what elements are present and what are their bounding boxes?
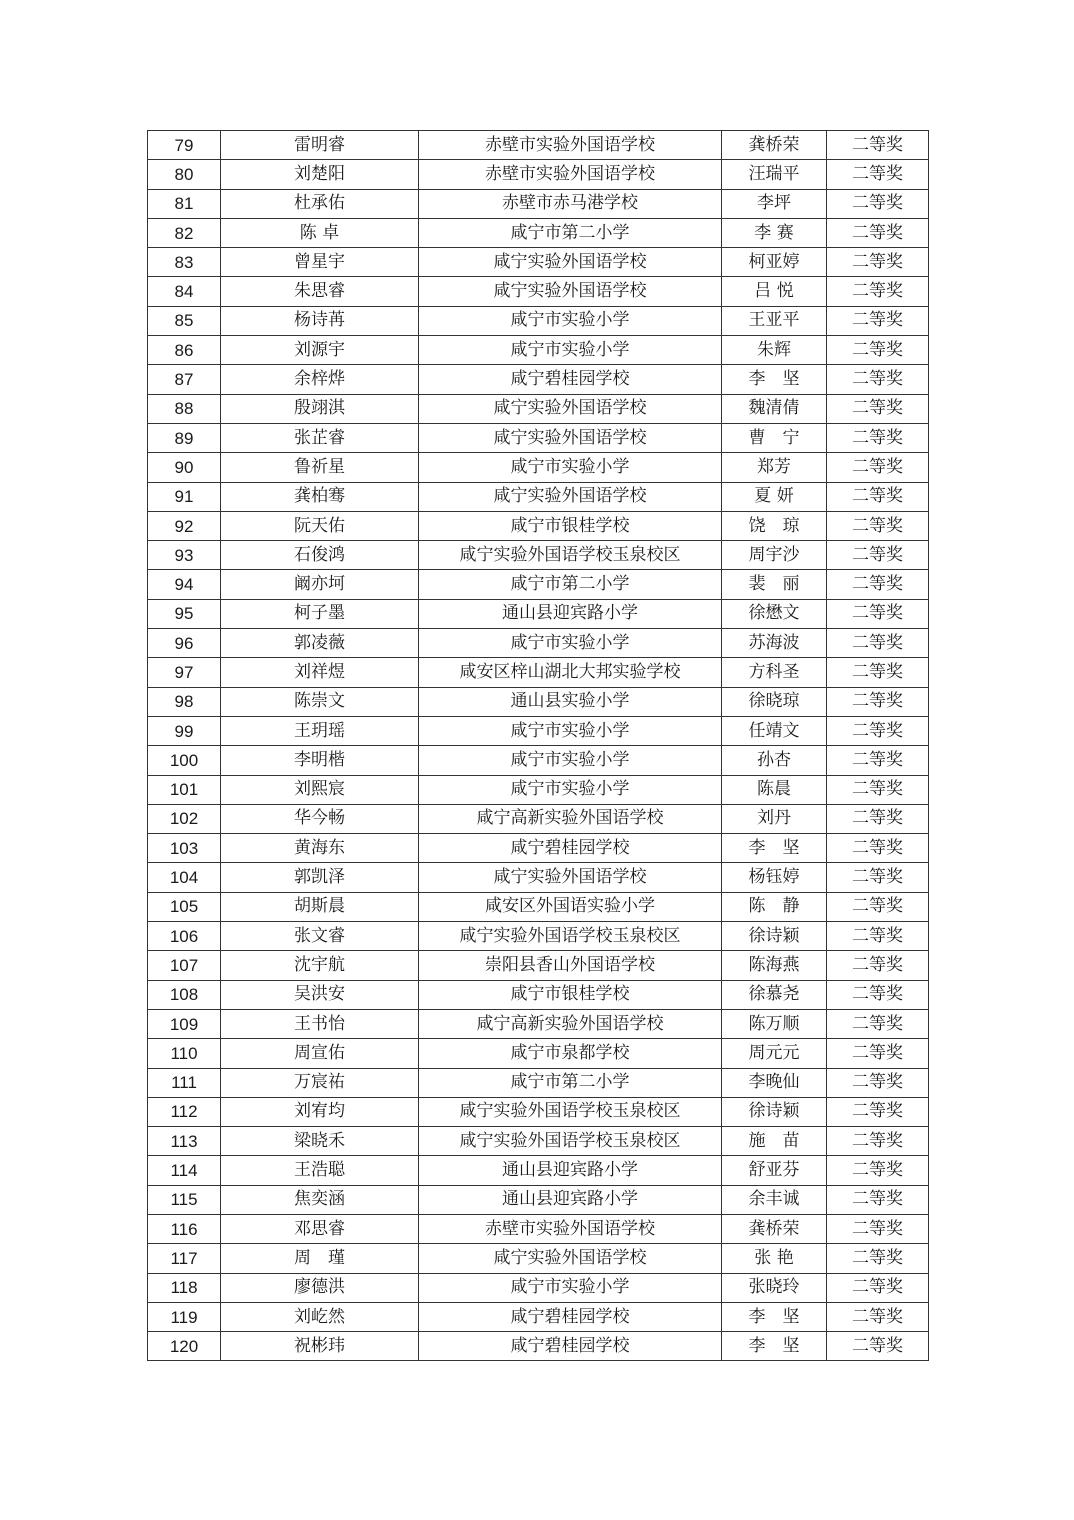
row-number-cell: 87 xyxy=(148,365,221,394)
school-cell: 咸安区外国语实验小学 xyxy=(419,892,722,921)
student-name-cell: 廖德洪 xyxy=(221,1273,419,1302)
school-cell: 咸宁高新实验外国语学校 xyxy=(419,1009,722,1038)
award-cell: 二等奖 xyxy=(827,599,929,628)
table-row xyxy=(148,1156,929,1185)
school-cell: 咸宁市实验小学 xyxy=(419,629,722,658)
award-cell: 二等奖 xyxy=(827,1273,929,1302)
table-row xyxy=(148,277,929,306)
student-name-cell: 石俊鸿 xyxy=(221,541,419,570)
award-cell: 二等奖 xyxy=(827,1185,929,1214)
row-number-cell: 119 xyxy=(148,1302,221,1331)
teacher-cell: 苏海波 xyxy=(722,629,827,658)
teacher-cell: 余丰诚 xyxy=(722,1185,827,1214)
student-name-cell: 吴洪安 xyxy=(221,980,419,1009)
table-row xyxy=(148,716,929,745)
student-name-cell: 曾星宇 xyxy=(221,248,419,277)
table-row xyxy=(148,1244,929,1273)
student-name-cell: 祝彬玮 xyxy=(221,1332,419,1361)
row-number-cell: 98 xyxy=(148,687,221,716)
student-name-cell: 张芷睿 xyxy=(221,423,419,452)
award-cell: 二等奖 xyxy=(827,1244,929,1273)
award-cell: 二等奖 xyxy=(827,1039,929,1068)
award-cell: 二等奖 xyxy=(827,658,929,687)
row-number-cell: 111 xyxy=(148,1068,221,1097)
table-row xyxy=(148,1214,929,1243)
school-cell: 咸宁实验外国语学校玉泉校区 xyxy=(419,1097,722,1126)
row-number-cell: 79 xyxy=(148,131,221,160)
table-row xyxy=(148,629,929,658)
school-cell: 崇阳县香山外国语学校 xyxy=(419,951,722,980)
table-row xyxy=(148,892,929,921)
table-row xyxy=(148,1273,929,1302)
student-name-cell: 黄海东 xyxy=(221,834,419,863)
row-number-cell: 81 xyxy=(148,189,221,218)
school-cell: 咸宁碧桂园学校 xyxy=(419,834,722,863)
award-cell: 二等奖 xyxy=(827,218,929,247)
student-name-cell: 杜承佑 xyxy=(221,189,419,218)
table-row xyxy=(148,863,929,892)
award-cell: 二等奖 xyxy=(827,453,929,482)
student-name-cell: 鲁祈星 xyxy=(221,453,419,482)
teacher-cell: 徐诗颖 xyxy=(722,922,827,951)
teacher-cell: 张晓玲 xyxy=(722,1273,827,1302)
school-cell: 咸宁市实验小学 xyxy=(419,453,722,482)
table-row xyxy=(148,336,929,365)
award-cell: 二等奖 xyxy=(827,1332,929,1361)
student-name-cell: 刘楚阳 xyxy=(221,160,419,189)
table-row xyxy=(148,775,929,804)
school-cell: 咸宁实验外国语学校玉泉校区 xyxy=(419,922,722,951)
student-name-cell: 陈崇文 xyxy=(221,687,419,716)
school-cell: 咸宁市实验小学 xyxy=(419,306,722,335)
table-row xyxy=(148,218,929,247)
teacher-cell: 李 坚 xyxy=(722,1332,827,1361)
student-name-cell: 柯子墨 xyxy=(221,599,419,628)
table-row xyxy=(148,1068,929,1097)
row-number-cell: 115 xyxy=(148,1185,221,1214)
student-name-cell: 梁晓禾 xyxy=(221,1127,419,1156)
teacher-cell: 汪瑞平 xyxy=(722,160,827,189)
award-list-table xyxy=(147,130,929,1361)
table-row xyxy=(148,160,929,189)
award-cell: 二等奖 xyxy=(827,482,929,511)
table-row xyxy=(148,804,929,833)
school-cell: 咸宁市实验小学 xyxy=(419,746,722,775)
award-cell: 二等奖 xyxy=(827,1009,929,1038)
school-cell: 咸宁高新实验外国语学校 xyxy=(419,804,722,833)
teacher-cell: 龚桥荣 xyxy=(722,1214,827,1243)
row-number-cell: 91 xyxy=(148,482,221,511)
row-number-cell: 120 xyxy=(148,1332,221,1361)
table-row xyxy=(148,570,929,599)
row-number-cell: 90 xyxy=(148,453,221,482)
row-number-cell: 93 xyxy=(148,541,221,570)
table-row xyxy=(148,541,929,570)
row-number-cell: 96 xyxy=(148,629,221,658)
table-row xyxy=(148,1185,929,1214)
row-number-cell: 113 xyxy=(148,1127,221,1156)
row-number-cell: 83 xyxy=(148,248,221,277)
row-number-cell: 104 xyxy=(148,863,221,892)
award-cell: 二等奖 xyxy=(827,951,929,980)
award-cell: 二等奖 xyxy=(827,189,929,218)
teacher-cell: 龚桥荣 xyxy=(722,131,827,160)
table-row xyxy=(148,834,929,863)
school-cell: 通山县实验小学 xyxy=(419,687,722,716)
school-cell: 咸宁碧桂园学校 xyxy=(419,1332,722,1361)
teacher-cell: 杨钰婷 xyxy=(722,863,827,892)
school-cell: 咸宁实验外国语学校 xyxy=(419,423,722,452)
award-cell: 二等奖 xyxy=(827,716,929,745)
student-name-cell: 万宸祐 xyxy=(221,1068,419,1097)
school-cell: 咸宁实验外国语学校玉泉校区 xyxy=(419,541,722,570)
table-row xyxy=(148,687,929,716)
teacher-cell: 曹 宁 xyxy=(722,423,827,452)
row-number-cell: 92 xyxy=(148,511,221,540)
teacher-cell: 周宇沙 xyxy=(722,541,827,570)
row-number-cell: 114 xyxy=(148,1156,221,1185)
table-row xyxy=(148,423,929,452)
row-number-cell: 108 xyxy=(148,980,221,1009)
student-name-cell: 阚亦坷 xyxy=(221,570,419,599)
award-cell: 二等奖 xyxy=(827,336,929,365)
teacher-cell: 孙杏 xyxy=(722,746,827,775)
school-cell: 赤壁市实验外国语学校 xyxy=(419,131,722,160)
table-row xyxy=(148,482,929,511)
table-row xyxy=(148,599,929,628)
school-cell: 咸宁市实验小学 xyxy=(419,775,722,804)
award-cell: 二等奖 xyxy=(827,365,929,394)
row-number-cell: 94 xyxy=(148,570,221,599)
student-name-cell: 刘宥均 xyxy=(221,1097,419,1126)
award-cell: 二等奖 xyxy=(827,834,929,863)
teacher-cell: 周元元 xyxy=(722,1039,827,1068)
table-row xyxy=(148,922,929,951)
student-name-cell: 朱思睿 xyxy=(221,277,419,306)
teacher-cell: 陈 静 xyxy=(722,892,827,921)
student-name-cell: 胡斯晨 xyxy=(221,892,419,921)
school-cell: 赤壁市实验外国语学校 xyxy=(419,160,722,189)
award-cell: 二等奖 xyxy=(827,804,929,833)
student-name-cell: 刘源宇 xyxy=(221,336,419,365)
teacher-cell: 刘丹 xyxy=(722,804,827,833)
school-cell: 咸宁市第二小学 xyxy=(419,218,722,247)
student-name-cell: 杨诗苒 xyxy=(221,306,419,335)
student-name-cell: 龚柏骞 xyxy=(221,482,419,511)
table-row xyxy=(148,1039,929,1068)
row-number-cell: 117 xyxy=(148,1244,221,1273)
table-row xyxy=(148,746,929,775)
student-name-cell: 余梓烨 xyxy=(221,365,419,394)
school-cell: 通山县迎宾路小学 xyxy=(419,1156,722,1185)
award-cell: 二等奖 xyxy=(827,863,929,892)
school-cell: 咸宁实验外国语学校 xyxy=(419,394,722,423)
school-cell: 通山县迎宾路小学 xyxy=(419,599,722,628)
table-row xyxy=(148,131,929,160)
school-cell: 赤壁市赤马港学校 xyxy=(419,189,722,218)
award-list-body xyxy=(148,131,929,1361)
school-cell: 咸安区梓山湖北大邦实验学校 xyxy=(419,658,722,687)
school-cell: 咸宁市泉都学校 xyxy=(419,1039,722,1068)
student-name-cell: 周 瑾 xyxy=(221,1244,419,1273)
row-number-cell: 97 xyxy=(148,658,221,687)
row-number-cell: 99 xyxy=(148,716,221,745)
table-row xyxy=(148,365,929,394)
teacher-cell: 吕 悦 xyxy=(722,277,827,306)
student-name-cell: 刘屹然 xyxy=(221,1302,419,1331)
row-number-cell: 109 xyxy=(148,1009,221,1038)
row-number-cell: 85 xyxy=(148,306,221,335)
row-number-cell: 95 xyxy=(148,599,221,628)
row-number-cell: 106 xyxy=(148,922,221,951)
row-number-cell: 82 xyxy=(148,218,221,247)
row-number-cell: 116 xyxy=(148,1214,221,1243)
table-row xyxy=(148,980,929,1009)
student-name-cell: 王玥瑶 xyxy=(221,716,419,745)
award-cell: 二等奖 xyxy=(827,541,929,570)
row-number-cell: 105 xyxy=(148,892,221,921)
teacher-cell: 施 苗 xyxy=(722,1127,827,1156)
teacher-cell: 朱辉 xyxy=(722,336,827,365)
school-cell: 咸宁市实验小学 xyxy=(419,1273,722,1302)
row-number-cell: 89 xyxy=(148,423,221,452)
school-cell: 咸宁市第二小学 xyxy=(419,570,722,599)
award-cell: 二等奖 xyxy=(827,892,929,921)
table-row xyxy=(148,306,929,335)
teacher-cell: 李 坚 xyxy=(722,1302,827,1331)
school-cell: 通山县迎宾路小学 xyxy=(419,1185,722,1214)
school-cell: 咸宁实验外国语学校 xyxy=(419,248,722,277)
table-row xyxy=(148,1009,929,1038)
award-cell: 二等奖 xyxy=(827,922,929,951)
award-cell: 二等奖 xyxy=(827,746,929,775)
table-row xyxy=(148,248,929,277)
table-row xyxy=(148,1097,929,1126)
teacher-cell: 徐诗颖 xyxy=(722,1097,827,1126)
award-cell: 二等奖 xyxy=(827,248,929,277)
teacher-cell: 陈海燕 xyxy=(722,951,827,980)
teacher-cell: 方科圣 xyxy=(722,658,827,687)
table-row xyxy=(148,394,929,423)
award-cell: 二等奖 xyxy=(827,160,929,189)
award-cell: 二等奖 xyxy=(827,1156,929,1185)
student-name-cell: 焦奕涵 xyxy=(221,1185,419,1214)
row-number-cell: 110 xyxy=(148,1039,221,1068)
award-cell: 二等奖 xyxy=(827,277,929,306)
student-name-cell: 阮天佑 xyxy=(221,511,419,540)
teacher-cell: 裴 丽 xyxy=(722,570,827,599)
teacher-cell: 陈晨 xyxy=(722,775,827,804)
teacher-cell: 王亚平 xyxy=(722,306,827,335)
school-cell: 咸宁市银桂学校 xyxy=(419,980,722,1009)
award-cell: 二等奖 xyxy=(827,394,929,423)
row-number-cell: 84 xyxy=(148,277,221,306)
table-row xyxy=(148,1127,929,1156)
teacher-cell: 李 赛 xyxy=(722,218,827,247)
row-number-cell: 112 xyxy=(148,1097,221,1126)
award-cell: 二等奖 xyxy=(827,629,929,658)
student-name-cell: 张文睿 xyxy=(221,922,419,951)
table-row xyxy=(148,658,929,687)
student-name-cell: 李明楷 xyxy=(221,746,419,775)
teacher-cell: 徐晓琼 xyxy=(722,687,827,716)
award-cell: 二等奖 xyxy=(827,1127,929,1156)
student-name-cell: 刘熙宸 xyxy=(221,775,419,804)
award-cell: 二等奖 xyxy=(827,687,929,716)
school-cell: 咸宁市实验小学 xyxy=(419,716,722,745)
row-number-cell: 80 xyxy=(148,160,221,189)
row-number-cell: 101 xyxy=(148,775,221,804)
student-name-cell: 王浩聪 xyxy=(221,1156,419,1185)
teacher-cell: 魏清倩 xyxy=(722,394,827,423)
student-name-cell: 刘祥煜 xyxy=(221,658,419,687)
award-cell: 二等奖 xyxy=(827,306,929,335)
student-name-cell: 郭凯泽 xyxy=(221,863,419,892)
row-number-cell: 118 xyxy=(148,1273,221,1302)
row-number-cell: 88 xyxy=(148,394,221,423)
row-number-cell: 102 xyxy=(148,804,221,833)
table-row xyxy=(148,511,929,540)
school-cell: 咸宁市第二小学 xyxy=(419,1068,722,1097)
student-name-cell: 周宣佑 xyxy=(221,1039,419,1068)
teacher-cell: 舒亚芬 xyxy=(722,1156,827,1185)
school-cell: 咸宁实验外国语学校 xyxy=(419,863,722,892)
table-row xyxy=(148,1302,929,1331)
row-number-cell: 100 xyxy=(148,746,221,775)
award-cell: 二等奖 xyxy=(827,980,929,1009)
award-cell: 二等奖 xyxy=(827,775,929,804)
teacher-cell: 郑芳 xyxy=(722,453,827,482)
school-cell: 咸宁实验外国语学校 xyxy=(419,1244,722,1273)
award-cell: 二等奖 xyxy=(827,1068,929,1097)
student-name-cell: 王书怡 xyxy=(221,1009,419,1038)
teacher-cell: 夏 妍 xyxy=(722,482,827,511)
award-cell: 二等奖 xyxy=(827,1302,929,1331)
award-cell: 二等奖 xyxy=(827,131,929,160)
student-name-cell: 陈 卓 xyxy=(221,218,419,247)
row-number-cell: 107 xyxy=(148,951,221,980)
table-row xyxy=(148,189,929,218)
row-number-cell: 103 xyxy=(148,834,221,863)
teacher-cell: 徐懋文 xyxy=(722,599,827,628)
teacher-cell: 李晚仙 xyxy=(722,1068,827,1097)
teacher-cell: 任靖文 xyxy=(722,716,827,745)
teacher-cell: 李 坚 xyxy=(722,834,827,863)
school-cell: 咸宁市银桂学校 xyxy=(419,511,722,540)
row-number-cell: 86 xyxy=(148,336,221,365)
award-cell: 二等奖 xyxy=(827,423,929,452)
teacher-cell: 柯亚婷 xyxy=(722,248,827,277)
student-name-cell: 殷翊淇 xyxy=(221,394,419,423)
award-cell: 二等奖 xyxy=(827,511,929,540)
school-cell: 咸宁实验外国语学校 xyxy=(419,482,722,511)
student-name-cell: 郭凌薇 xyxy=(221,629,419,658)
table-row xyxy=(148,1332,929,1361)
school-cell: 咸宁市实验小学 xyxy=(419,336,722,365)
table-row xyxy=(148,951,929,980)
school-cell: 咸宁碧桂园学校 xyxy=(419,365,722,394)
student-name-cell: 华今畅 xyxy=(221,804,419,833)
table-row xyxy=(148,453,929,482)
teacher-cell: 饶 琼 xyxy=(722,511,827,540)
school-cell: 咸宁碧桂园学校 xyxy=(419,1302,722,1331)
teacher-cell: 李 坚 xyxy=(722,365,827,394)
school-cell: 赤壁市实验外国语学校 xyxy=(419,1214,722,1243)
teacher-cell: 陈万顺 xyxy=(722,1009,827,1038)
award-cell: 二等奖 xyxy=(827,570,929,599)
student-name-cell: 雷明睿 xyxy=(221,131,419,160)
teacher-cell: 张 艳 xyxy=(722,1244,827,1273)
teacher-cell: 徐慕尧 xyxy=(722,980,827,1009)
award-cell: 二等奖 xyxy=(827,1097,929,1126)
teacher-cell: 李坪 xyxy=(722,189,827,218)
student-name-cell: 邓思睿 xyxy=(221,1214,419,1243)
school-cell: 咸宁实验外国语学校 xyxy=(419,277,722,306)
award-cell: 二等奖 xyxy=(827,1214,929,1243)
student-name-cell: 沈宇航 xyxy=(221,951,419,980)
school-cell: 咸宁实验外国语学校玉泉校区 xyxy=(419,1127,722,1156)
